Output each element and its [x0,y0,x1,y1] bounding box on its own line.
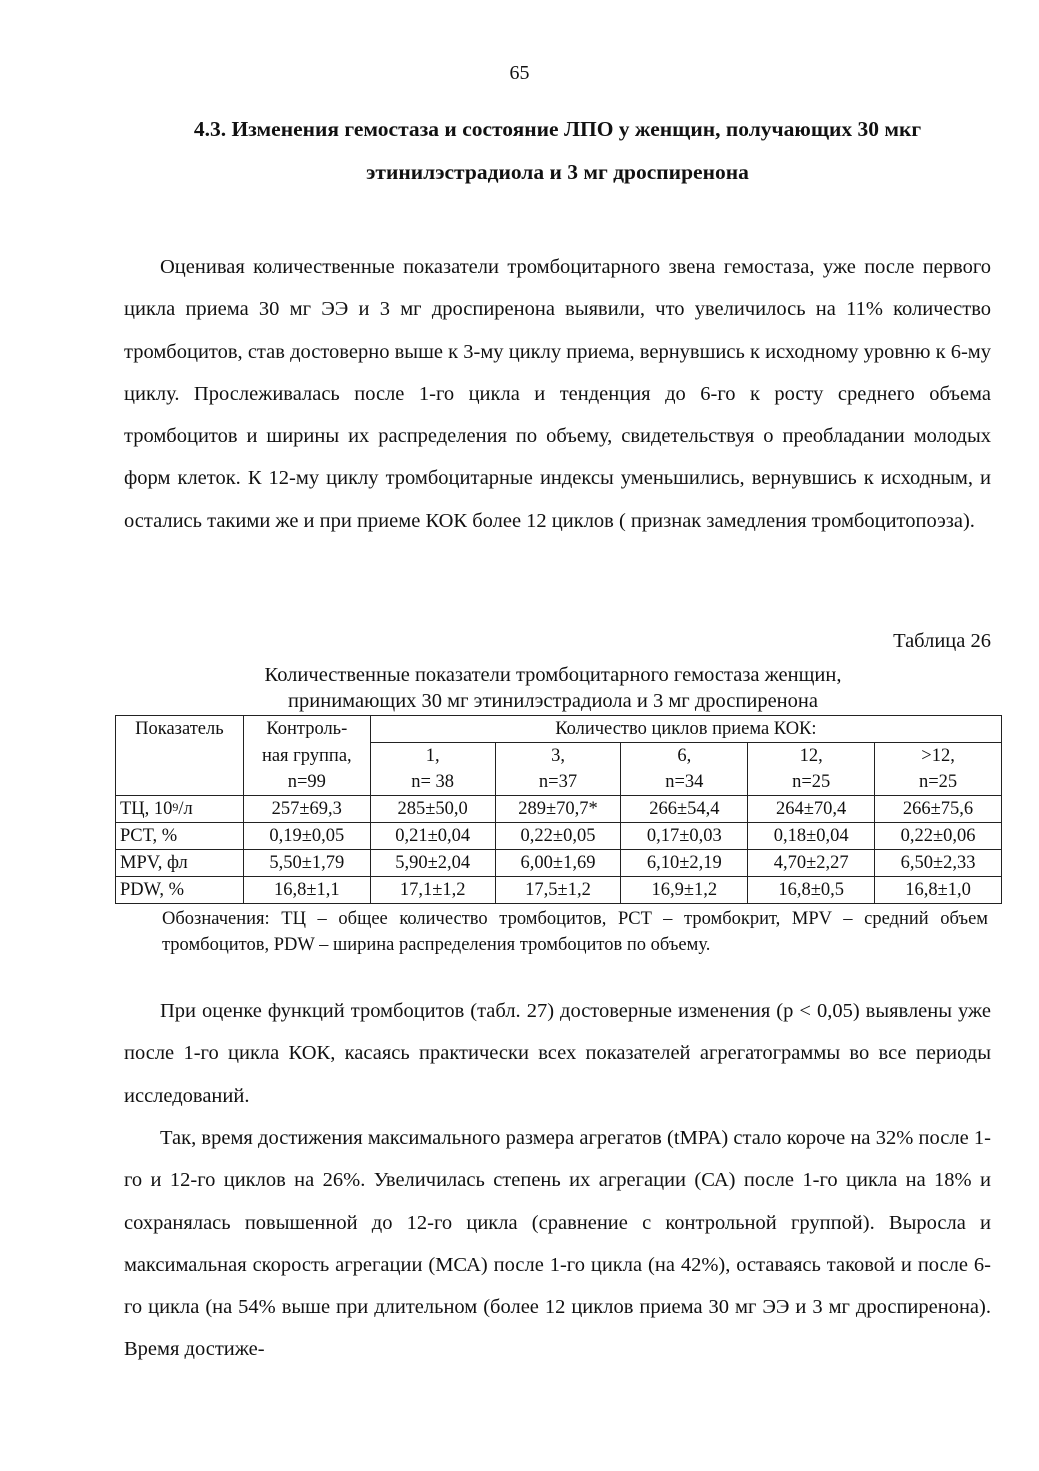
row-label: PCT, % [116,823,244,850]
table-cell: 266±75,6 [875,796,1002,823]
table-cell: 0,22±0,05 [495,823,621,850]
table-header-row [116,769,1002,796]
table-cell: 6,00±1,69 [495,850,621,877]
table-cell: 289±70,7* [495,796,621,823]
header-cycle-label: 1, [370,743,495,770]
table-cell: 17,1±1,2 [370,877,495,904]
table-cell: 285±50,0 [370,796,495,823]
table-header-row [116,743,1002,770]
row-label [116,796,244,823]
header-control: Контроль- [243,716,370,743]
header-cycle-n: n=37 [495,769,621,796]
table-label: Таблица 26 [893,630,991,652]
table-cell: 0,19±0,05 [243,823,370,850]
header-cycle-label: 12, [748,743,875,770]
table-header-row [116,716,1002,743]
table-caption-line: Количественные показатели тромбоцитарного гемостаза женщин, [264,664,842,686]
table-cell: 0,17±0,03 [621,823,748,850]
table-caption-line: принимающих 30 мг этинилэстрадиола и 3 мг дроспиренона [288,690,818,712]
table-cell: 264±70,4 [748,796,875,823]
table-footnote: Обозначения: ТЦ – общее количество тромбоцитов, PCT – тромбокрит, MPV – средний объем тромбоцитов, PDW – ширина распределения тромбоцитов по объему. [162,909,988,955]
table-cell: 16,8±0,5 [748,877,875,904]
table-cell: 5,90±2,04 [370,850,495,877]
header-cycle-n: n=25 [748,769,875,796]
table-cell: 6,50±2,33 [875,850,1002,877]
header-cycle-label: 6, [621,743,748,770]
paragraph: Оценивая количественные показатели тромбоцитарного звена гемостаза, уже после первого цикла приема 30 мг ЭЭ и 3 мг дроспиренона выявили, что увеличилось на 11% количество тромбоцитов, став достоверно выше к 3-му циклу приема, вернувшись к исходному уровню к 6-му циклу. Прослеживалась после 1-го цикла и тенденция до 6-го к росту среднего объема тромбоцитов и ширины их распределения по объему, свидетельствуя о преобладании молодых форм клеток. К 12-му циклу тромбоцитарные индексы уменьшились, вернувшись к исходным, и остались такими же и при приеме КОК более 12 циклов ( признак замедления тромбоцитопоэза). [124,256,991,532]
table-cell: 0,21±0,04 [370,823,495,850]
header-control-n: n=99 [243,769,370,796]
table-cell: 16,8±1,0 [875,877,1002,904]
header-cycle-n: n=25 [875,769,1002,796]
table-cell: 0,18±0,04 [748,823,875,850]
table-caption [115,662,991,714]
table-cell: 257±69,3 [243,796,370,823]
paragraph: Так, время достижения максимального размера агрегатов (tМРА) стало короче на 32% после 1-го и 12-го циклов на 26%. Увеличилась степень их агрегации (СА) после 1-го цикла на 18% и сохранялась повышенной до 12-го цикла (сравнение с контрольной группой). Выросла и максимальная скорость агрегации (МСА) после 1-го цикла (на 42%), оставаясь таковой и после 6-го цикла (на 54% выше при длительном (более 12 циклов приема 30 мг ЭЭ и 3 мг дроспиренона). Время достиже- [124,1127,991,1361]
header-cycles: Количество циклов приема КОК: [370,716,1001,743]
header-cycle-n: n= 38 [370,769,495,796]
table-row [116,877,1002,904]
section-heading: 4.3. Изменения гемостаза и состояние ЛПО у женщин, получающих 30 мкг этинилэстрадиола и 3 мг дроспиренона [193,117,922,184]
header-cycle-label: >12, [875,743,1002,770]
table-row [116,850,1002,877]
header-cycle-n: n=34 [621,769,748,796]
table-row [116,796,1002,823]
table-cell: 4,70±2,27 [748,850,875,877]
table-cell: 5,50±1,79 [243,850,370,877]
header-indicator: Показатель [116,716,244,796]
platelet-table [115,715,1002,904]
table-cell: 16,9±1,2 [621,877,748,904]
row-label-prefix: ТЦ, 10 [120,799,173,819]
table-cell: 6,10±2,19 [621,850,748,877]
row-label: MPV, фл [116,850,244,877]
table-row [116,823,1002,850]
table-cell: 17,5±1,2 [495,877,621,904]
page-number: 65 [509,62,530,84]
table-cell: 0,22±0,06 [875,823,1002,850]
table-cell: 16,8±1,1 [243,877,370,904]
paragraph: При оценке функций тромбоцитов (табл. 27) достоверные изменения (р < 0,05) выявлены уже после 1-го цикла КОК, касаясь практически всех показателей агрегатограммы во все периоды исследований. [124,1000,991,1107]
table-cell: 266±54,4 [621,796,748,823]
header-control-line2: ная группа, [243,743,370,770]
row-label-suffix: /л [178,799,193,819]
row-label: PDW, % [116,877,244,904]
header-cycle-label: 3, [495,743,621,770]
row-label-sup: 9 [172,800,179,814]
